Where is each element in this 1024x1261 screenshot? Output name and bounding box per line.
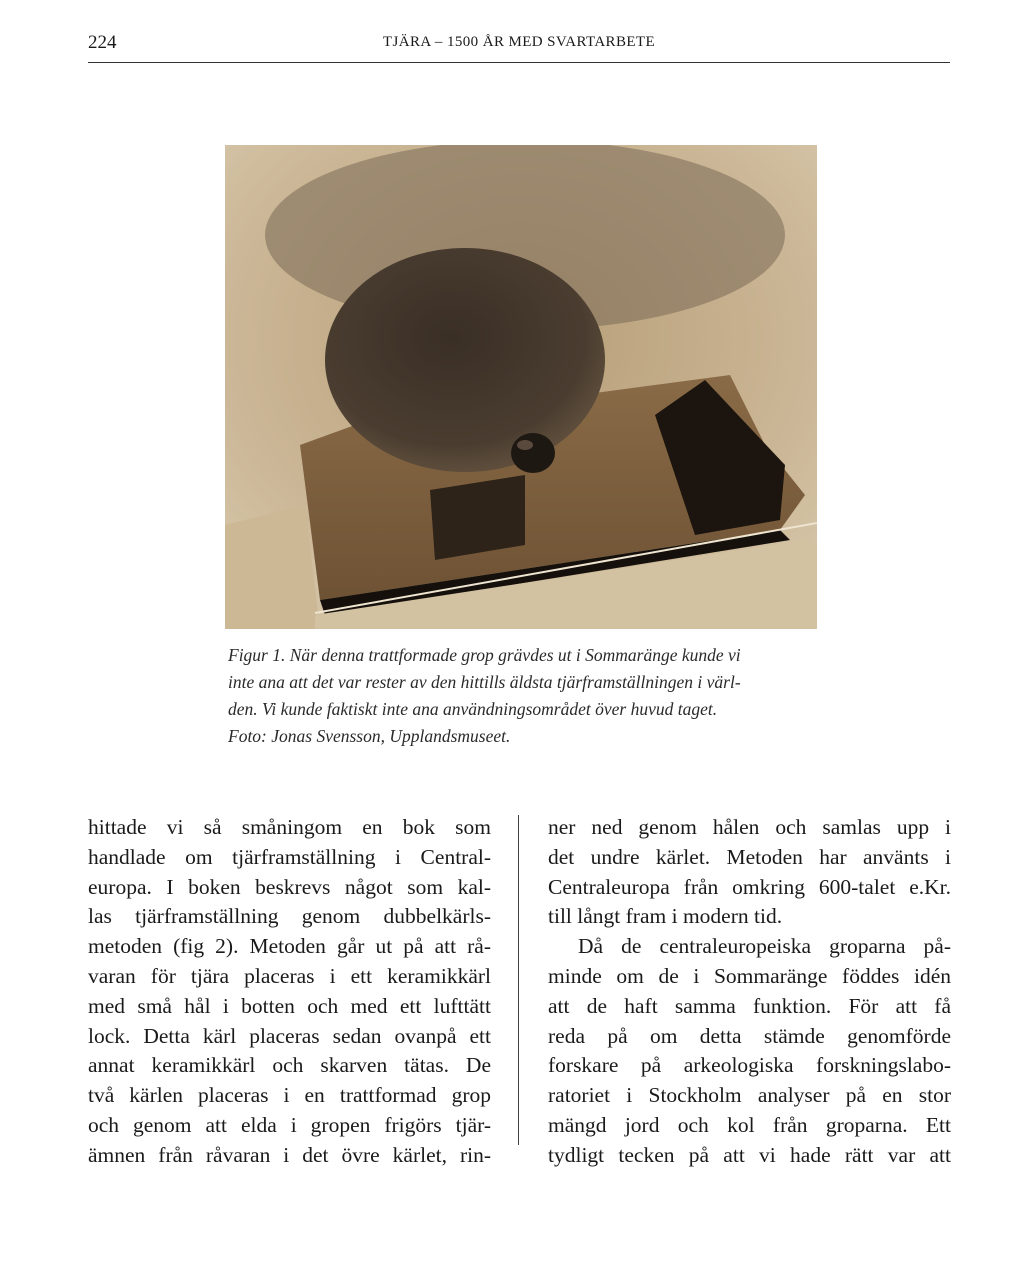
text-line: metoden (fig 2). Metoden går ut på att rå-	[88, 934, 491, 959]
text-line: tydligt tecken på att vi hade rätt var att	[548, 1142, 951, 1167]
text-line: att de haft samma funktion. För att få	[548, 993, 951, 1018]
caption-line: inte ana att det var rester av den hittills äldsta tjärframställningen i värl-	[228, 672, 741, 692]
figure-caption	[228, 642, 818, 750]
caption-line: Foto: Jonas Svensson, Upplandsmuseet.	[228, 726, 511, 746]
text-line: med små hål i botten och med ett lufttätt	[88, 993, 491, 1018]
text-line: ner ned genom hålen och samlas upp i	[548, 815, 951, 839]
left-text-column	[88, 813, 491, 1171]
text-line: två kärlen placeras i en trattformad grop	[88, 1083, 491, 1108]
text-line: annat keramikkärl och skarven tätas. De	[88, 1053, 491, 1078]
text-line: hittade vi så småningom en bok som	[88, 815, 491, 839]
caption-line: den. Vi kunde faktiskt inte ana användningsområdet över huvud taget.	[228, 699, 718, 719]
right-text-column	[548, 813, 951, 1171]
column-divider	[518, 815, 519, 1145]
text-line: Då de centraleuropeiska groparna på-	[578, 934, 951, 959]
text-line: mängd jord och kol från groparna. Ett	[548, 1112, 951, 1137]
text-line: och genom att elda i gropen frigörs tjär-	[88, 1112, 491, 1137]
text-line: Centraleuropa från omkring 600-talet e.Kr.	[548, 874, 951, 899]
text-line: reda på om detta stämde genomförde	[548, 1023, 951, 1048]
excavation-photo	[225, 145, 817, 629]
page-number: 224	[88, 32, 117, 53]
text-line: till långt fram i modern tid.	[548, 904, 783, 929]
running-title: TJÄRA – 1500 ÅR MED SVARTARBETE	[382, 34, 656, 50]
text-line: minde om de i Sommaränge föddes idén	[548, 963, 951, 988]
text-line: ratoriet i Stockholm analyser på en stor	[548, 1083, 951, 1108]
text-line: lock. Detta kärl placeras sedan ovanpå ett	[88, 1023, 491, 1048]
text-line: det undre kärlet. Metoden har använts i	[548, 844, 951, 869]
caption-line: Figur 1. När denna trattformade grop grävdes ut i Sommaränge kunde vi	[228, 645, 741, 665]
text-line: handlade om tjärframställning i Central-	[88, 844, 491, 869]
header-rule	[88, 62, 950, 63]
text-line: forskare på arkeologiska forskningslabo-	[548, 1053, 951, 1078]
text-line: las tjärframställning genom dubbelkärls-	[88, 904, 491, 929]
text-line: varan för tjära placeras i ett keramikkärl	[88, 963, 491, 988]
text-line: europa. I boken beskrevs något som kal-	[88, 874, 491, 899]
page-header	[88, 32, 950, 62]
text-line: ämnen från råvaran i det övre kärlet, rin-	[88, 1142, 491, 1167]
